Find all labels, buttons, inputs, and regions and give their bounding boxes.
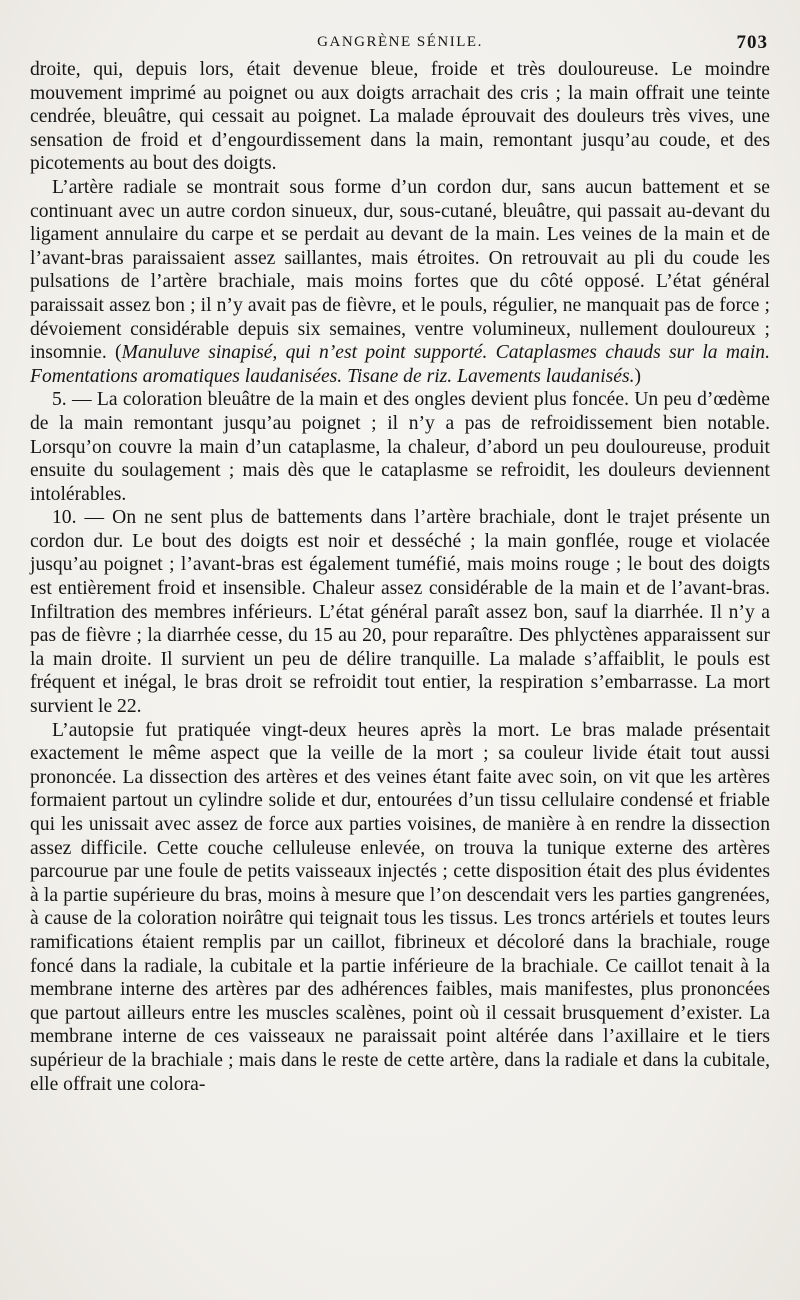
paragraph-continuation: droite, qui, depuis lors, était devenue bleue, froide et très douloureuse. Le moindre mouvement imprimé au poignet ou aux doigts arrachait des cris ; la main offrait une teinte cendrée, bleuâtre, qui cessait au poignet. La malade éprouvait des douleurs très vives, une sensation de froid et d’engourdissement dans la main, remontant jusqu’au coude, et des picotements au bout des doigts.: [30, 59, 770, 175]
closing-parenthesis: ): [634, 365, 642, 387]
paragraph-radial-artery-text: L’artère radiale se montrait sous forme d’un cordon dur, sans aucun battement et se continuant avec un autre cordon sinueux, dur, sous-cutané, bleuâtre, qui passait au-devant du ligament annulaire du carpe et se perdait au devant de la main. Les veines de la main et de l’avant-bras paraissaient assez saillantes, mais étroites. On retrouvait au pli du coude les pulsations de l’artère brachiale, mais moins fortes que du côté opposé. L’état général paraissait assez bon ; il n’y avait pas de fièvre, et le pouls, régulier, ne manquait pas de force ; dévoiement considérable depuis six semaines, ventre volumineux, nullement douloureux ; insomnie. (: [30, 176, 770, 364]
page-number: 703: [736, 32, 768, 53]
paragraph-autopsy: L’autopsie fut pratiquée vingt-deux heures après la mort. Le bras malade présentait exactement le même aspect que la veille de la mort ; sa couleur livide était tout aussi prononcée. La dissection des artères et des veines étant faite avec soin, on vit que les artères formaient partout un cylindre solide et dur, entourées d’un tissu cellulaire condensé et friable qui les unissait avec assez de force aux parties voisines, de manière à en rendre la dissection assez difficile. Cette couche celluleuse enlevée, on trouva la tunique externe des artères parcourue par une foule de petits vaisseaux injectés ; cette disposition était des plus évidentes à la partie supérieure du bras, moins à mesure que l’on descendait vers les parties gangrenées, à cause de la coloration noirâtre qui teignait tous les tissus. Les troncs artériels et toutes leurs ramifications étaient remplis par un caillot, fibrineux et décoloré dans la brachiale, rouge foncé dans la radiale, la cubitale et la partie inférieure de la brachiale. Ce caillot tenait à la membrane interne des artères par des adhérences faibles, mais manifestes, plus prononcées que partout ailleurs entre les muscles scalènes, point où il cessait brusquement d’exister. La membrane interne de ces vaisseaux ne paraissait point altérée dans l’axillaire et le tiers supérieur de la brachiale ; mais dans le reste de cette artère, dans la radiale et dans la cubitale, elle offrait une colora-: [30, 719, 770, 1095]
running-title: GANGRÈNE SÉNILE.: [317, 34, 483, 50]
paragraph-day-5: 5. — La coloration bleuâtre de la main et des ongles devient plus foncée. Un peu d’œdème de la main remontant jusqu’au poignet ; il n’y a pas de refroidissement bien notable. Lorsqu’on couvre la main d’un cataplasme, la chaleur, d’abord un peu douloureuse, produit ensuite du soulagement ; mais dès que le cataplasme se refroidit, les douleurs deviennent intolérables.: [30, 389, 770, 505]
treatment-prescription: Manuluve sinapisé, qui n’est point supporté. Cataplasmes chauds sur la main. Fomentations aromatiques laudanisées. Tisane de riz. Lavements laudanisés.: [30, 342, 770, 387]
running-head: [30, 30, 770, 58]
paragraph-day-10: 10. — On ne sent plus de battements dans l’artère brachiale, dont le trajet présente un cordon dur. Le bout des doigts est noir et desséché ; la main gonflée, rouge et violacée jusqu’au poignet ; l’avant-bras est également tuméfié, mais moins rouge ; le bout des doigts est entièrement froid et insensible. Chaleur assez considérable de la main et de l’avant-bras. Infiltration des membres inférieurs. L’état général paraît assez bon, sauf la diarrhée. Il n’y a pas de fièvre ; la diarrhée cesse, du 15 au 20, pour reparaître. Des phlyctènes apparaissent sur la main droite. Il survient un peu de délire tranquille. La malade s’affaiblit, le pouls est fréquent et inégal, le bras droit se refroidit tout entier, la respiration s’embarrasse. La mort survient le 22.: [30, 507, 770, 718]
body-text: [30, 58, 770, 1096]
paragraph-radial-artery: [30, 176, 770, 388]
